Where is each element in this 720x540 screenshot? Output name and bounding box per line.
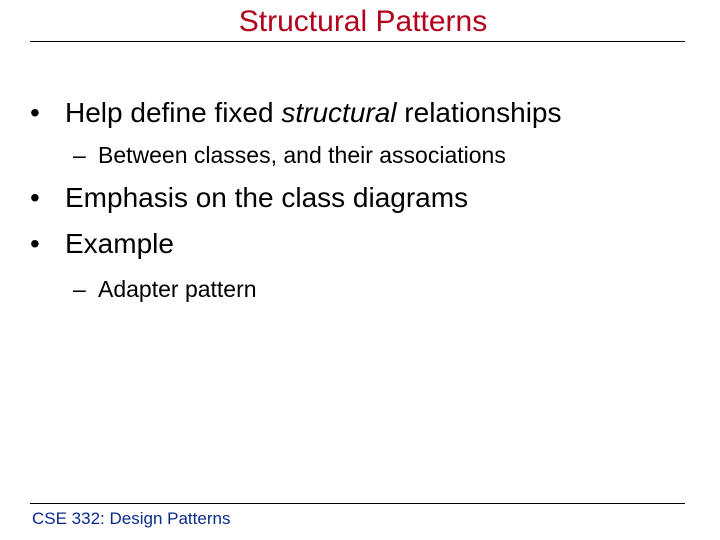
- subbullet-item-1: [73, 140, 506, 170]
- subbullet-marker: –: [73, 142, 86, 168]
- subbullet-text: Between classes, and their associations: [98, 142, 506, 168]
- bullet-text-end: relationships: [396, 97, 562, 128]
- bullet-text-emphasis: structural: [281, 97, 397, 128]
- bullet-item-2: [30, 181, 468, 215]
- bullet-text: Emphasis on the class diagrams: [65, 182, 469, 213]
- bullet-text-start: Help define fixed: [65, 97, 282, 128]
- subbullet-marker: –: [73, 276, 86, 302]
- bullet-marker: •: [30, 97, 40, 128]
- title-divider: [30, 41, 685, 42]
- slide-footer: CSE 332: Design Patterns: [32, 509, 231, 528]
- bullet-marker: •: [30, 182, 40, 213]
- bullet-text: Example: [65, 228, 174, 259]
- footer-divider: [30, 503, 685, 504]
- subbullet-item-2: [73, 274, 257, 304]
- slide-title: Structural Patterns: [238, 5, 488, 38]
- subbullet-text: Adapter pattern: [98, 276, 257, 302]
- bullet-item-3: [30, 227, 174, 261]
- bullet-marker: •: [30, 228, 40, 259]
- bullet-item-1: [30, 96, 562, 130]
